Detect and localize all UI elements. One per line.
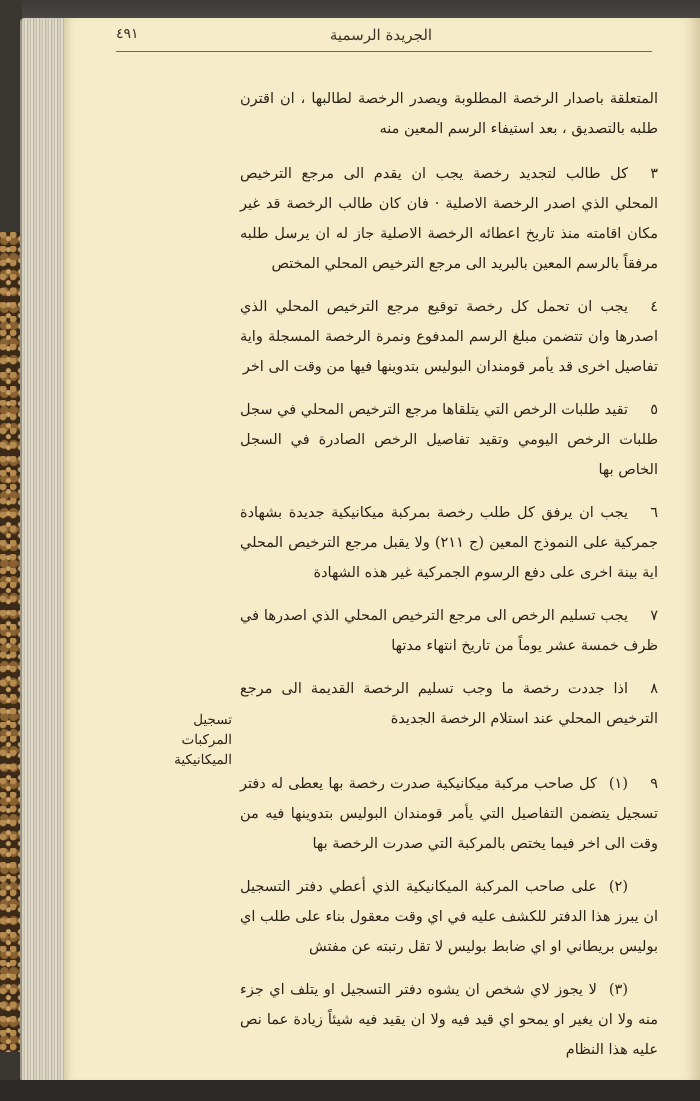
paragraph-number: ٣ (650, 166, 658, 182)
subsection-label: (٣) (608, 982, 628, 998)
paragraph-number: ٩ (650, 776, 658, 792)
subsection-label: (١) (608, 776, 628, 792)
book-cover-bottom (0, 1080, 700, 1101)
header-rule (116, 51, 652, 52)
paragraph-5 (240, 395, 658, 485)
paragraph-text: تقيد طلبات الرخص التي يتلقاها مرجع الترخيص المحلي في سجل طلبات الرخص اليومي وتقيد تفاصيل الرخص الصادرة في السجل الخاص بها (240, 402, 658, 478)
paragraph-6 (240, 498, 658, 588)
paragraph-9-1 (240, 769, 658, 859)
subsection-label: (٢) (608, 879, 628, 895)
paragraph-number: ٧ (650, 608, 658, 624)
paragraph-9-2 (240, 872, 658, 962)
continuation-paragraph: المتعلقة باصدار الرخصة المطلوبة ويصدر الرخصة لطالبها ، ان اقترن طلبه بالتصديق ، بعد استيفاء الرسم المعين منه (240, 91, 658, 137)
paragraph-9-3 (240, 975, 658, 1065)
paragraph-text: لا يجوز لاي شخص ان يشوه دفتر التسجيل او يتلف اي جزء منه ولا ان يغير او يمحو اي قيد فيه ولا ان يقيد فيه شيئاً زيادة عما نص عليه هذا النظام (240, 982, 658, 1058)
paragraph-number: ٦ (650, 505, 658, 521)
paragraph-4 (240, 292, 658, 382)
paragraph-text: يجب ان تحمل كل رخصة توقيع مرجع الترخيص المحلي الذي اصدرها وان تتضمن مبلغ الرسم المدفوع ونمرة الرخصة المسجلة واية تفاصيل اخرى قد يأمر قومندان البوليس بتدوينها فيها من وقت الى اخر (240, 299, 658, 375)
header-title: الجريدة الرسمية (329, 26, 433, 44)
book-cover-top (0, 0, 700, 18)
paragraph-text: يجب تسليم الرخص الى مرجع الترخيص المحلي الذي اصدرها في ظرف خمسة عشر يوماً من تاريخ انتهاء مدتها (240, 608, 658, 654)
page-edges (20, 18, 68, 1082)
paragraph-text: على صاحب المركبة الميكانيكية الذي أعطي دفتر التسجيل ان يبرز هذا الدفتر للكشف عليه في اي وقت معقول بناء على طلب اي بوليس بريطاني او اي ضابط بوليس لا تقل رتبته عن مفتش (240, 879, 658, 955)
body-text (240, 84, 658, 1078)
paragraph-number: ٤ (650, 299, 659, 315)
paragraph-text: اذا جددت رخصة ما وجب تسليم الرخصة القديمة الى مرجع الترخيص المحلي عند استلام الرخصة الجديدة (240, 681, 658, 727)
paragraph-3 (240, 159, 658, 279)
paragraph-8 (240, 674, 658, 734)
paragraph-number: ٨ (650, 681, 658, 697)
section-gap (240, 747, 658, 769)
page-number: ٤٩١ (116, 26, 139, 42)
paragraph-number: ٥ (650, 402, 658, 418)
paragraph-7 (240, 601, 658, 661)
marbled-cover-edge (0, 232, 20, 1052)
running-header (116, 26, 646, 48)
paragraph-text: كل صاحب مركبة ميكانيكية صدرت رخصة بها يعطى له دفتر تسجيل يتضمن التفاصيل التي يأمر قومندان البوليس بتدوينها فيه من وقت الى اخر فيما يختص بالمركبة التي صدرت الرخصة بها (240, 776, 658, 852)
paragraph-text: كل طالب لتجديد رخصة يجب ان يقدم الى مرجع الترخيص المحلي الذي اصدر الرخصة الاصلية · فان كان طالب الرخصة قد غير مكان اقامته منذ تاريخ اعطائه الرخصة الاصلية جاز له ان يرسل طلبه مرفقاً بالرسم المعين بالبريد الى مرجع الترخيص المحلي المختص (240, 166, 658, 272)
paragraph-text: يجب ان يرفق كل طلب رخصة بمركبة ميكانيكية جديدة بشهادة جمركية على النموذج المعين (ج ٢١١) ولا يقبل مرجع الترخيص المحلي اية بينة اخرى على دفع الرسوم الجمركية غير هذه الشهادة (240, 505, 658, 581)
margin-note: تسجيل المركبات الميكانيكية (174, 712, 232, 768)
